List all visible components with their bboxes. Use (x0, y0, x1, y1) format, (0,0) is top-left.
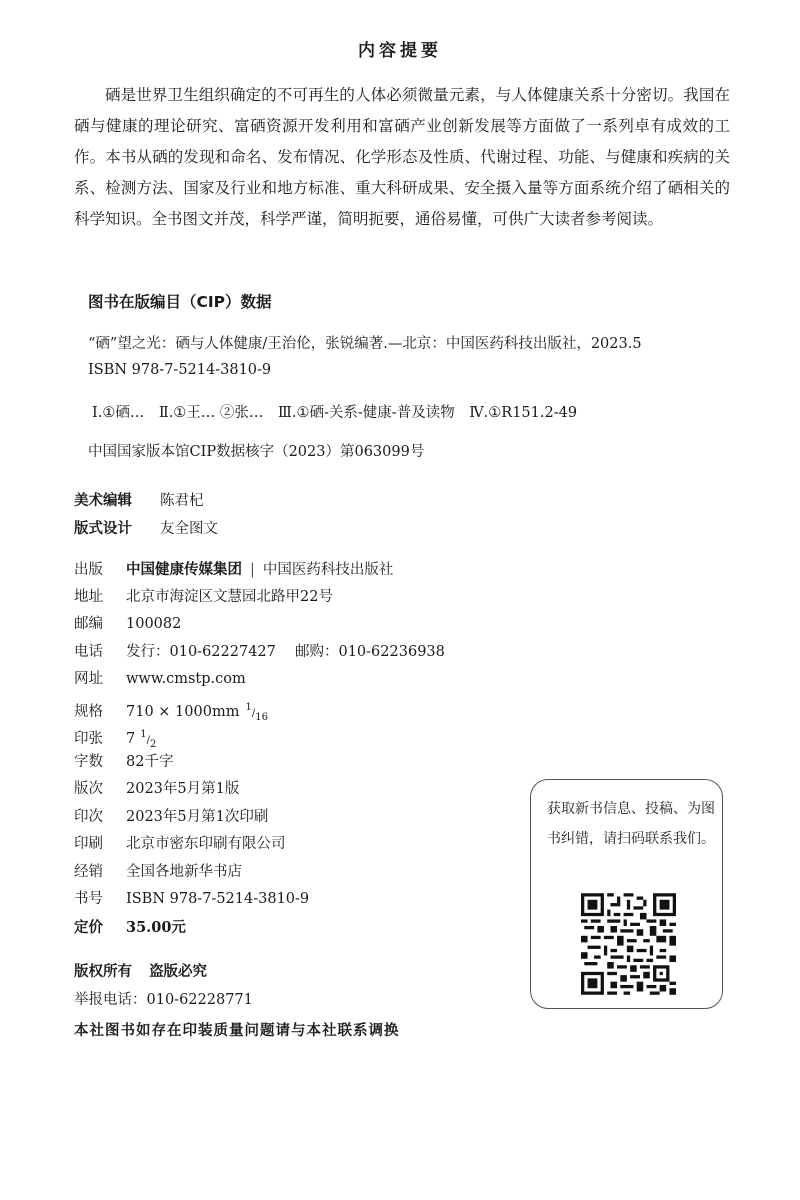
sheets-fraction: $^1/_2$ (140, 729, 157, 750)
sheets-fraction-denominator: 2 (149, 739, 157, 750)
report-phone: 举报电话：010-62228771 (74, 992, 253, 1008)
postcode-value: 100082 (126, 616, 182, 632)
phone-row (74, 639, 445, 667)
printing-row (74, 804, 445, 832)
format-fraction: $^1/_{16}$ (245, 701, 268, 723)
publication-info-table (74, 556, 445, 941)
publisher-row (74, 556, 445, 584)
edition-row (74, 776, 445, 804)
phone-value: 发行：010-62227427 邮购：010-62236938 (126, 643, 445, 660)
printing-value: 2023年5月第1次印刷 (126, 808, 269, 825)
website-value: www.cmstp.com (126, 671, 246, 687)
wordcount-value: 82千字 (126, 753, 174, 770)
distributor-row (74, 859, 445, 887)
sheets-value: 7 (126, 731, 136, 747)
address-value: 北京市海淀区文慧园北路甲22号 (126, 588, 333, 605)
printing-label: 印次 (74, 808, 103, 825)
copyright-row (74, 960, 207, 981)
publisher-separator: | (250, 562, 255, 578)
book-number-label: 书号 (74, 891, 103, 907)
summary-title: 内容提要 (358, 41, 442, 61)
cip-classification-line: Ⅰ.①硒… Ⅱ.①王… ②张… Ⅲ.①硒-关系-健康-普及读物 Ⅳ.①R151.2-49 (92, 405, 578, 421)
quality-notice: 本社图书如存在印装质量问题请与本社联系调换 (74, 1022, 400, 1039)
art-editor-label: 美术编辑 (74, 493, 132, 509)
publisher-group: 中国健康传媒集团 (126, 561, 242, 578)
address-label: 地址 (74, 588, 103, 605)
wordcount-label: 字数 (74, 753, 103, 770)
edition-value: 2023年5月第1版 (126, 781, 240, 797)
format-value: 710 × 1000mm (126, 703, 240, 720)
website-row (74, 666, 445, 694)
qr-contact-box (530, 779, 723, 1009)
sheets-label: 印张 (74, 731, 103, 747)
format-fraction-denominator: 16 (255, 711, 268, 723)
phone-label: 电话 (74, 643, 103, 660)
price-value: 35.00元 (126, 918, 186, 936)
copyright-label: 版权所有 (74, 964, 132, 980)
book-number-row (74, 886, 445, 914)
publisher-name: 中国医药科技出版社 (262, 562, 394, 578)
format-fraction-numerator: 1 (245, 701, 252, 713)
wordcount-row (74, 749, 445, 777)
piracy-label: 盗版必究 (149, 964, 208, 980)
cip-title-line: “硒”望之光：硒与人体健康/王治伦，张锐编著.—北京：中国医药科技出版社，2023.5 (88, 336, 642, 352)
cip-isbn-line: ISBN 978-7-5214-3810-9 (88, 362, 272, 378)
format-row (74, 694, 445, 722)
qr-code-icon[interactable] (581, 893, 676, 995)
printer-row (74, 831, 445, 859)
distributor-value: 全国各地新华书店 (126, 863, 242, 880)
cip-record-line: 中国国家版本馆CIP数据核字（2023）第063099号 (88, 444, 425, 460)
website-label: 网址 (74, 671, 103, 687)
printer-value: 北京市密东印刷有限公司 (126, 836, 286, 852)
art-editor-value: 陈君杞 (160, 493, 204, 509)
address-row (74, 584, 445, 612)
book-number-value: ISBN 978-7-5214-3810-9 (126, 891, 310, 907)
art-editor-row (74, 489, 204, 510)
edition-label: 版次 (74, 781, 103, 797)
publisher-label: 出版 (74, 562, 103, 578)
format-label: 规格 (74, 703, 103, 720)
postcode-label: 邮编 (74, 616, 103, 632)
postcode-row (74, 611, 445, 639)
printer-label: 印刷 (74, 836, 103, 852)
layout-design-row (74, 517, 218, 538)
layout-design-value: 友全图文 (160, 521, 218, 537)
layout-design-label: 版式设计 (74, 521, 132, 537)
summary-body: 硒是世界卫生组织确定的不可再生的人体必须微量元素，与人体健康关系十分密切。我国在硒与健康的理论研究、富硒资源开发利用和富硒产业创新发展等方面做了一系列卓有成效的工作。本书从硒的发现和命名、发布情况、化学形态及性质、代谢过程、功能、与健康和疾病的关系、检测方法、国家及行业和地方标准、重大科研成果、安全摄入量等方面系统介绍了硒相关的科学知识。全书图文并茂，科学严谨，简明扼要，通俗易懂，可供广大读者参考阅读。 (74, 86, 730, 228)
distributor-label: 经销 (74, 863, 103, 880)
price-label: 定价 (74, 919, 103, 936)
qr-contact-text: 获取新书信息、投稿、为图书纠错，请扫码联系我们。 (547, 801, 715, 847)
cip-heading: 图书在版编目（CIP）数据 (88, 293, 272, 311)
price-row (74, 914, 445, 942)
sheets-fraction-numerator: 1 (140, 729, 147, 740)
